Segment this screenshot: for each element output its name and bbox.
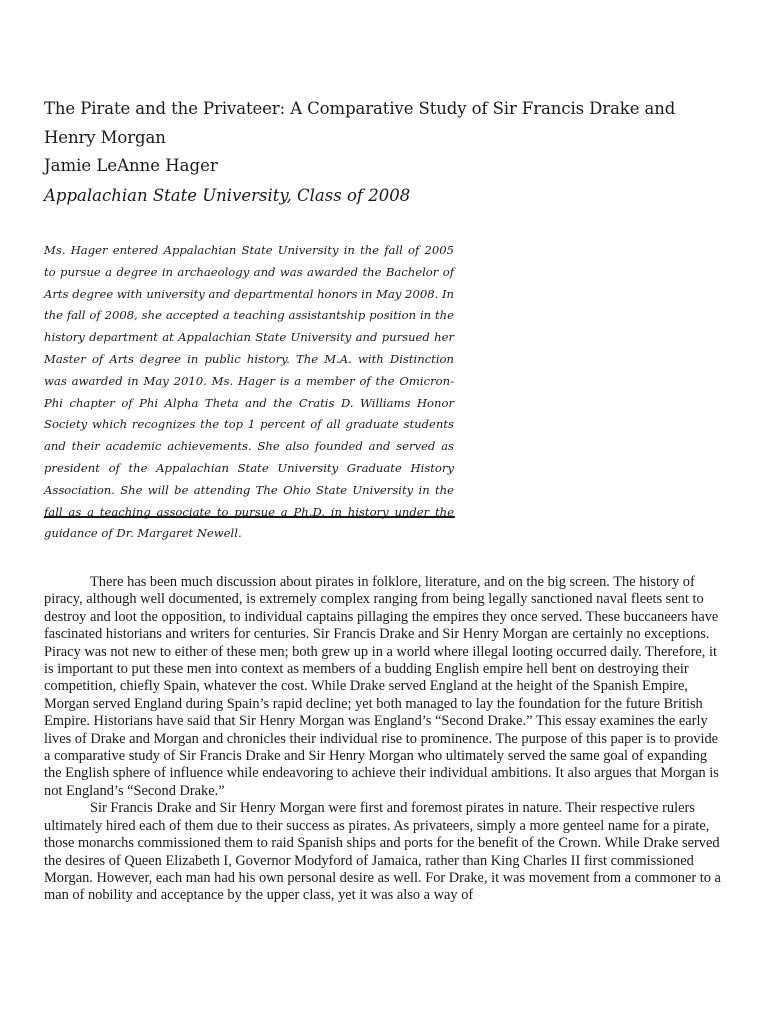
paper-title: The Pirate and the Privateer: A Comparative Study of Sir Francis Drake and Henry Morgan xyxy=(44,99,676,147)
author-bio: Ms. Hager entered Appalachian State University in the fall of 2005 to pursue a degree in archaeology and was awarded the Bachelor of Arts degree with university and departmental honors in May 2008. In the fall of 2008, she accepted a teaching assistantship position in the history department at Appalachian State University and pursued her Master of Arts degree in public history. The M.A. with Distinction was awarded in May 2010. Ms. Hager is a member of the Omicron-Phi chapter of Phi Alpha Theta and the Cratis D. Williams Honor Society which recognizes the top 1 percent of all graduate students and their academic achievements. She also founded and served as president of the Appalachian State University Graduate History Association. She will be attending The Ohio State University in the fall as a teaching associate to pursue a Ph.D. in history under the guidance of Dr. Margaret Newell. xyxy=(44,243,454,541)
paragraph-1: There has been much discussion about pirates in folklore, literature, and on the big screen. The history of piracy, although well documented, is extremely complex ranging from being legally sanctioned naval fleets sent to destroy and loot the opposition, to individual captains pillaging the empires they once served. These buccaneers have fascinated historians and writers for centuries. Sir Francis Drake and Sir Henry Morgan are certainly no exceptions. Piracy was not new to either of these men; both grew up in a world where illegal looting occurred daily. Therefore, it is important to put these men into context as members of a budding English empire hell bent on destroying their competition, chiefly Spain, whatever the cost. While Drake served England at the height of the Spanish Empire, Morgan served England during Spain’s rapid decline; yet both managed to lay the foundation for the future British Empire. Historians have said that Sir Henry Morgan was England’s “Second Drake.” This essay examines the early lives of Drake and Morgan and chronicles their individual rise to prominence. The purpose of this paper is to provide a comparative study of Sir Francis Drake and Sir Henry Morgan who ultimately served the same goal of expanding the English sphere of influence while endeavoring to achieve their individual ambitions. It also argues that Morgan is not England’s “Second Drake.” xyxy=(44,574,719,799)
author-affiliation: Appalachian State University, Class of 2008 xyxy=(44,186,411,205)
bio-divider xyxy=(44,516,455,518)
author-name: Jamie LeAnne Hager xyxy=(44,156,218,175)
paragraph-2: Sir Francis Drake and Sir Henry Morgan were first and foremost pirates in nature. Their respective rulers ultimately hired each of them due to their success as pirates. As privateers, simply a more genteel name for a pirate, those monarchs commissioned them to raid Spanish ships and ports for the benefit of the Crown. While Drake served the desires of Queen Elizabeth I, Governor Modyford of Jamaica, rather than King Charles II first commissioned Morgan. However, each man had his own personal desire as well. For Drake, it was movement from a commoner to a man of nobility and acceptance by the upper class, yet it was also a way of xyxy=(44,800,721,904)
body-text xyxy=(44,574,724,905)
